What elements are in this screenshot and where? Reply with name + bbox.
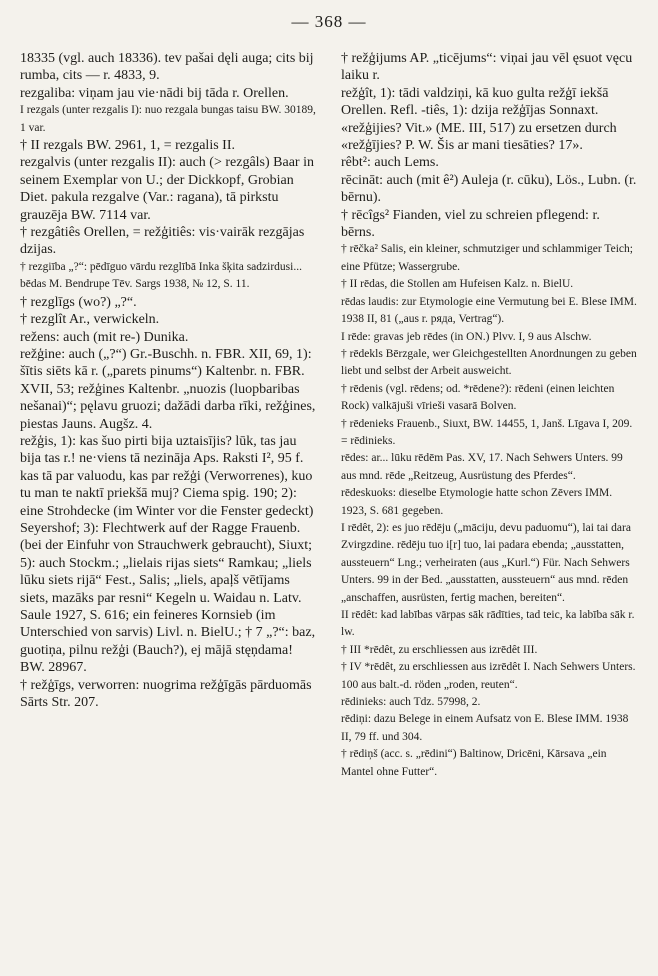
page-number: — 368 — [291,12,367,31]
entry: režģine: auch („?“) Gr.-Buschh. n. FBR. XII, 69, 1): šītis siēts kā r. („parets pinums“) Kaltenbr. n. FBR. XVII, 53; režģines Kaltenbr. „nuozis (luopbaribas nešanai)“; pęlavu gruozi; dažādi darba rīki, režģines, piestas Jauns. Augšz. 4. [20,346,316,432]
entry: † režģijums AP. „ticējums“: viņai jau vēl ęsuot vęcu laiku r. [341,51,633,84]
entry: † rezgiība „?“: pēdīguo vārdu rezglībā Inka šķita sadzirdusi... bēdas M. Bendrupe Tēv. Sargs 1938, № 12, S. 11. [20,260,302,291]
entry: † rēdenis (vgl. rēdens; od. *rēdene?): rēdeni (einen leichten Rock) valkājuši vīrieši vasarā Bolven. [341,382,615,413]
entry: † II rezgals BW. 2961, 1, = rezgalis II. [20,138,235,154]
entry: II rēdêt: kad labības vārpas sāk rādīties, tad teic, ka labība sāk r. lw. [341,609,635,639]
entry: rēdiņi: dazu Belege in einem Aufsatz von E. Blese IMM. 1938 II, 79 ff. und 304. [341,713,629,743]
right-column [341,50,637,781]
entry: rēdeskuoks: dieselbe Etymologie hatte schon Zēvers IMM. 1923, S. 681 gegeben. [341,487,613,517]
entry: † IV *rēdêt, zu erschliessen aus izrēdêt I. Nach Sehwers Unters. 100 aus balt.-d. röden „roden, reuten“. [341,661,636,691]
entry: I rēdêt, 2): es juo rēdēju („māciju, devu paduomu“), lai tai dara Zvirgzdine. rēdēju tuo i[r] tuo, lai padara ebenda; „ausstatten, aussteuern“ Lng.; verheiraten (aus „Kurl.“) Für. Nach Sehwers Unters. 99 in der Bed. „ausstatten, aussteuern“ aus mnd. rēden „anschaffen, ausrüsten, fertig machen, bereiten“. [341,521,631,604]
entry: † rēdenieks Frauenb., Siuxt, BW. 14455, 1, Janš. Līgava I, 209. = rēdinieks. [341,417,633,447]
entry: režģis, 1): kas šuo pirti bija uztaisījis? lūk, tas jau bija tas r.! ne·viens tā nezināja Aps. Raksti I², 95 f. kas tā par valuodu, kas par režģi (Verworrenes), kuo tu man te naktī priekšā muj? Ciema spig. 190; 2): eine Strohdecke (im Winter vor die Fenster gedeckt) Seyershof; 3): Flechtwerk auf der Ragge Frauenb. (bei der Einfuhr von Strauchwerk gebraucht), Siuxt; 5): auch Stockm.; „lielais rijas siets“ Ramkau; „liels lūku siets rijā“ Fest., Salis; „liels, apaļš vētījams siets, mazāks par resni“ Kegeln u. Waidau n. Latv. Saule 1927, S. 616; ein feineres Kornsieb (im Unterschied von sarvis) Livl. n. BielU.; † 7 „?“: baz, guotiņa, pilnu režģi (Bauch?), ej mājā stęņdama! BW. 28967. [20,433,316,676]
entry: † rezgâtiês Orellen, = režģitiês: vis·vairāk rezgājas dzijas. [20,225,305,258]
entry: 18335 (vgl. auch 18336). tev pašai dęli auga; cits bij rumba, cits — r. 4833, 9. [20,51,314,84]
entry: † rezglît Ar., verwickeln. [20,312,160,328]
entry: rezgaliba: viņam jau vie·nādi bij tāda r. Orellen. [20,85,289,101]
entry: rêbt²: auch Lems. [341,155,439,171]
entry: † rezglīgs (wo?) „?“. [20,294,137,310]
entry: rēdinieks: auch Tdz. 57998, 2. [341,696,481,709]
entry: režģît, 1): tādi valdziņi, kā kuo gulta režģī iekšā Orellen. Refl. -tiês, 1): dzija režģījas Sonnaxt. «režģijies? Vit.» (ME. III, 517) zu ersetzen durch «režģījies? P. W. Šis ar mani tiesāties? 17». [341,85,617,154]
entry: † II rēdas, die Stollen am Hufeisen Kalz. n. BielU. [341,278,574,291]
entry: I rēde: gravas jeb rēdes (in ON.) Plvv. I, 9 aus Alschw. [341,330,592,343]
entry: † režģīgs, verworren: nuogrima režģīgās pārduomās Sārts Str. 207. [20,677,312,711]
entry: rezgalvis (unter rezgalis II): auch (> rezgâls) Baar in seinem Exemplar von U.; der Dickkopf, Grobian Diet. pakula rezgalve (Var.: ragana), tā pirkstu grauzēja BW. 7114 var. [20,155,314,223]
entry: rēdes: ar... lūku rēdēm Pas. XV, 17. Nach Sehwers Unters. 99 aus mnd. rēde „Reitzeug, Ausrüstung des Pferdes“. [341,452,623,482]
left-column [20,50,316,711]
entry: rēcināt: auch (mit ê²) Auleja (r. cūku), Lös., Lubn. (r. bērnu). [341,172,637,206]
entry: rēdas laudis: zur Etymologie eine Vermutung bei E. Blese IMM. 1938 II, 81 („aus r. ряда, Vertrag“). [341,295,637,326]
entry: † rēdekls Bērzgale, wer Gleichgestellten Anordnungen zu geben liebt und selbst der Arbeit ausweicht. [341,347,637,378]
entry: † rēdiņš (acc. s. „rēdini“) Baltinow, Dricēni, Kārsava „ein Mantel ohne Futter“. [341,748,607,778]
entry: † III *rēdêt, zu erschliessen aus izrēdêt III. [341,643,538,656]
entry: † rēcîgs² Fianden, viel zu schreien pflegend: r. bērns. [341,207,600,241]
entry: režens: auch (mit re-) Dunika. [20,329,189,345]
entry: I rezgals (unter rezgalis I): nuo rezgala bungas taisu BW. 30189, 1 var. [20,104,316,134]
entry: † rēčka² Salis, ein kleiner, schmutziger und schlammiger Teich; eine Pfütze; Wassergrube. [341,243,633,273]
